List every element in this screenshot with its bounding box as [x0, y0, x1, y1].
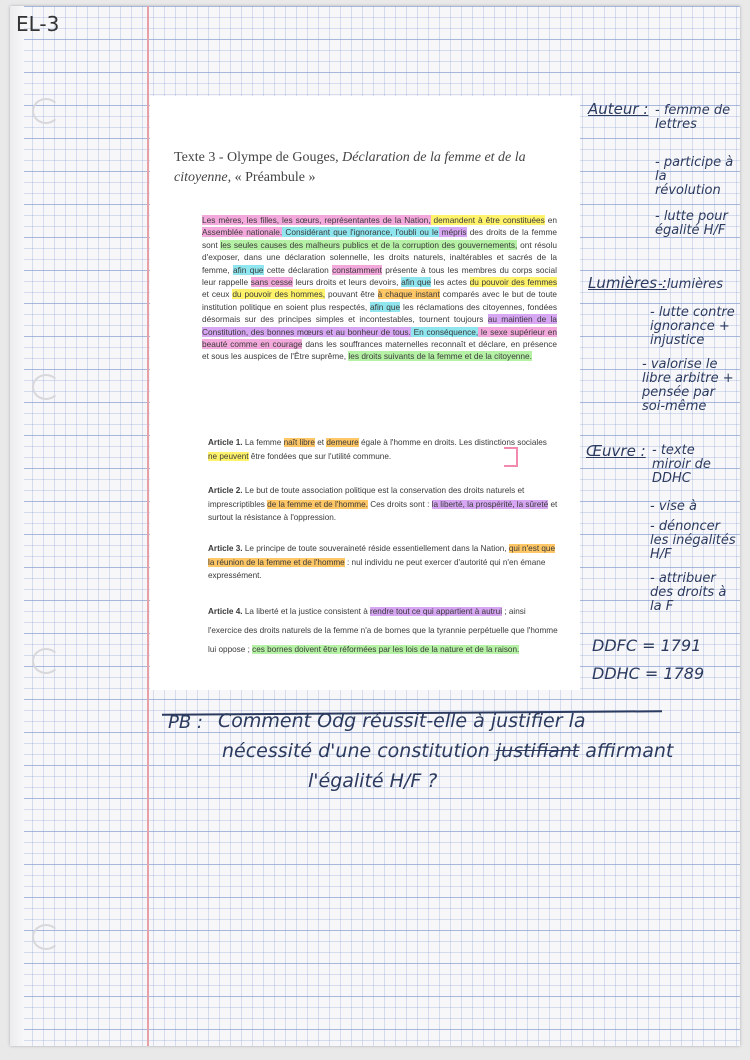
binder-hole — [32, 648, 60, 674]
corner-label: EL-3 — [16, 12, 60, 36]
auteur-label: Auteur : — [588, 100, 649, 118]
text-segment: leurs droits et leurs devoirs, — [292, 277, 402, 288]
highlighted-passage: constamment — [332, 264, 382, 275]
text-segment: Ces droits sont : — [367, 499, 432, 509]
highlighted-passage: de la femme et de l'homme. — [267, 499, 368, 509]
article-2 — [208, 484, 558, 525]
pb-line-3: l'égalité H/F ? — [308, 770, 438, 792]
text-segment: en — [544, 215, 557, 225]
binder-hole — [32, 98, 60, 124]
pb-line-1: Comment Odg réussit-elle à justifier la — [218, 710, 586, 732]
article-title: Article 1. — [208, 438, 243, 447]
ddfc-date: DDFC = 1791 — [592, 636, 702, 655]
highlighted-passage: afin que — [233, 264, 264, 275]
lumieres-label: Lumières : — [588, 274, 667, 292]
lumieres-note-2: - lutte contre ignorance + injustice — [650, 305, 735, 348]
highlighted-passage: les seules causes des malheurs publics et de la corruption des gouvernements, — [220, 239, 518, 250]
text-segment: Le but de toute association politique est la conservation des droits naturels et imprescriptibles — [208, 486, 525, 509]
preamble-paragraph — [202, 214, 557, 363]
pb-label: PB : — [168, 712, 203, 733]
text-segment: : nul individu ne peut exercer d'autorité qui n'en émane expressément. — [208, 557, 546, 580]
highlighted-passage: sans cesse — [250, 277, 293, 288]
highlighted-passage: du pouvoir des hommes, — [232, 289, 326, 300]
oeuvre-label: Œuvre : — [586, 442, 646, 460]
pb-line-2 — [222, 740, 673, 762]
highlighted-passage: le sexe supérieur en beauté comme en courage — [202, 326, 557, 350]
highlighted-passage: à chaque instant — [377, 289, 440, 300]
text-segment: ; ainsi l'exercice des droits naturels de la femme n'a de bornes que la tyrannie perpétuelle que l'homme lui oppose ; — [208, 607, 558, 654]
article-4 — [208, 602, 558, 659]
auteur-note-2: - participe à la révolution — [655, 155, 734, 198]
text-segment: et — [314, 438, 327, 447]
auteur-note-3: - lutte pour égalité H/F — [655, 209, 728, 238]
text-segment: les réclamations des citoyennes, fondées désormais sur des principes simples et incontestables, tournent toujours — [202, 301, 557, 325]
highlighted-passage: demandent à être constituées — [430, 215, 545, 225]
highlighted-passage: représentantes de la Nation, — [321, 215, 431, 225]
highlighted-passage: au maintien de la Constitution, des bonnes mœurs et au bonheur de tous. — [202, 314, 557, 337]
text-segment: comparés avec le but de toute institution politique en soient plus respectés, — [202, 289, 557, 312]
highlighted-passage: ne peuvent — [208, 451, 249, 461]
highlighted-passage: la liberté, la prospérité, la sûreté — [431, 499, 549, 509]
text-segment: les actes — [431, 277, 470, 288]
pb-struck-word: justifiant — [495, 740, 580, 762]
highlighted-passage: rendre tout ce qui appartient à autrui — [370, 607, 503, 616]
text-segment: ont résolu d'exposer, dans une déclaration solennelle, les droits naturels, inaltérables et sacrés de la femme, — [202, 239, 558, 275]
pb-line-2a: nécessité d'une constitution — [222, 740, 496, 762]
text-segment: présente à tous les membres du corps social leur rappelle — [202, 264, 557, 288]
lumieres-note-3: - valorise le libre arbitre + pensée par soi-même — [642, 357, 734, 414]
text-segment: La liberté et la justice consistent à — [242, 607, 371, 616]
oeuvre-note-4: - attribuer des droits à la F — [650, 571, 727, 614]
pink-bracket-mark — [504, 447, 518, 467]
oeuvre-note-1: - texte miroir de DDHC — [652, 443, 711, 486]
oeuvre-note-3: - dénoncer les inégalités H/F — [650, 519, 736, 562]
article-title: Article 3. — [208, 544, 243, 553]
highlighted-passage: mépris — [438, 227, 467, 238]
printed-title — [174, 148, 554, 188]
pb-line-2b: affirmant — [579, 740, 674, 762]
margin-line — [147, 6, 149, 1046]
highlighted-passage: Assemblée nationale. — [202, 227, 283, 238]
text-segment: et ceux — [202, 289, 233, 300]
text-segment: égale à l'homme en droits. Les distinctions sociales — [358, 438, 547, 447]
text-segment: Le principe de toute souveraineté réside essentiellement dans la Nation, — [242, 544, 509, 553]
highlighted-passage: Les mères, les filles, les sœurs, — [202, 215, 322, 225]
highlighted-passage: Considérant que l'ignorance, l'oubli ou le — [282, 227, 439, 238]
binder-hole — [32, 924, 60, 950]
auteur-note-1: - femme de lettres — [655, 103, 731, 132]
highlighted-passage: les droits suivants de la femme et de la citoyenne. — [348, 351, 532, 362]
text-segment: et surtout la résistance à l'oppression. — [208, 499, 558, 522]
title-end: , « Préambule » — [227, 170, 316, 185]
highlighted-passage: demeure — [326, 438, 359, 447]
title-plain: Texte 3 - Olympe de Gouges, — [174, 150, 343, 165]
text-segment: être fondées que sur l'utilité commune. — [248, 451, 392, 461]
lumieres-note-1: - lumières — [658, 277, 724, 292]
text-segment: cette déclaration — [263, 264, 333, 275]
binder-hole — [32, 374, 60, 400]
article-title: Article 4. — [208, 607, 243, 616]
highlighted-passage: du pouvoir des femmes — [469, 277, 557, 288]
printed-text-sheet — [150, 96, 580, 690]
highlighted-passage: qui n'est que la réunion de la femme et de l'homme — [208, 544, 556, 567]
ddhc-date: DDHC = 1789 — [592, 664, 705, 683]
highlighted-passage: afin que — [370, 301, 401, 312]
article-title: Article 2. — [208, 486, 243, 495]
binder-edge — [10, 6, 24, 1046]
highlighted-passage: afin que — [401, 277, 432, 288]
oeuvre-note-2: - vise à — [650, 499, 697, 514]
article-3 — [208, 542, 558, 583]
text-segment: des droits de la femme sont — [202, 227, 558, 250]
text-segment: pouvant être — [325, 289, 378, 300]
title-italic: Déclaration de la femme et de la citoyenne — [174, 150, 526, 185]
highlighted-passage: ces bornes doivent être réformées par les lois de la nature et de la raison. — [252, 645, 520, 654]
highlighted-passage: naît libre — [283, 438, 315, 447]
text-segment: La femme — [242, 438, 284, 447]
text-segment: dans les souffrances maternelles reconnaît et déclare, en présence et sous les auspices de l'Être suprême, — [202, 339, 557, 362]
highlighted-passage: En conséquence, — [410, 326, 479, 337]
